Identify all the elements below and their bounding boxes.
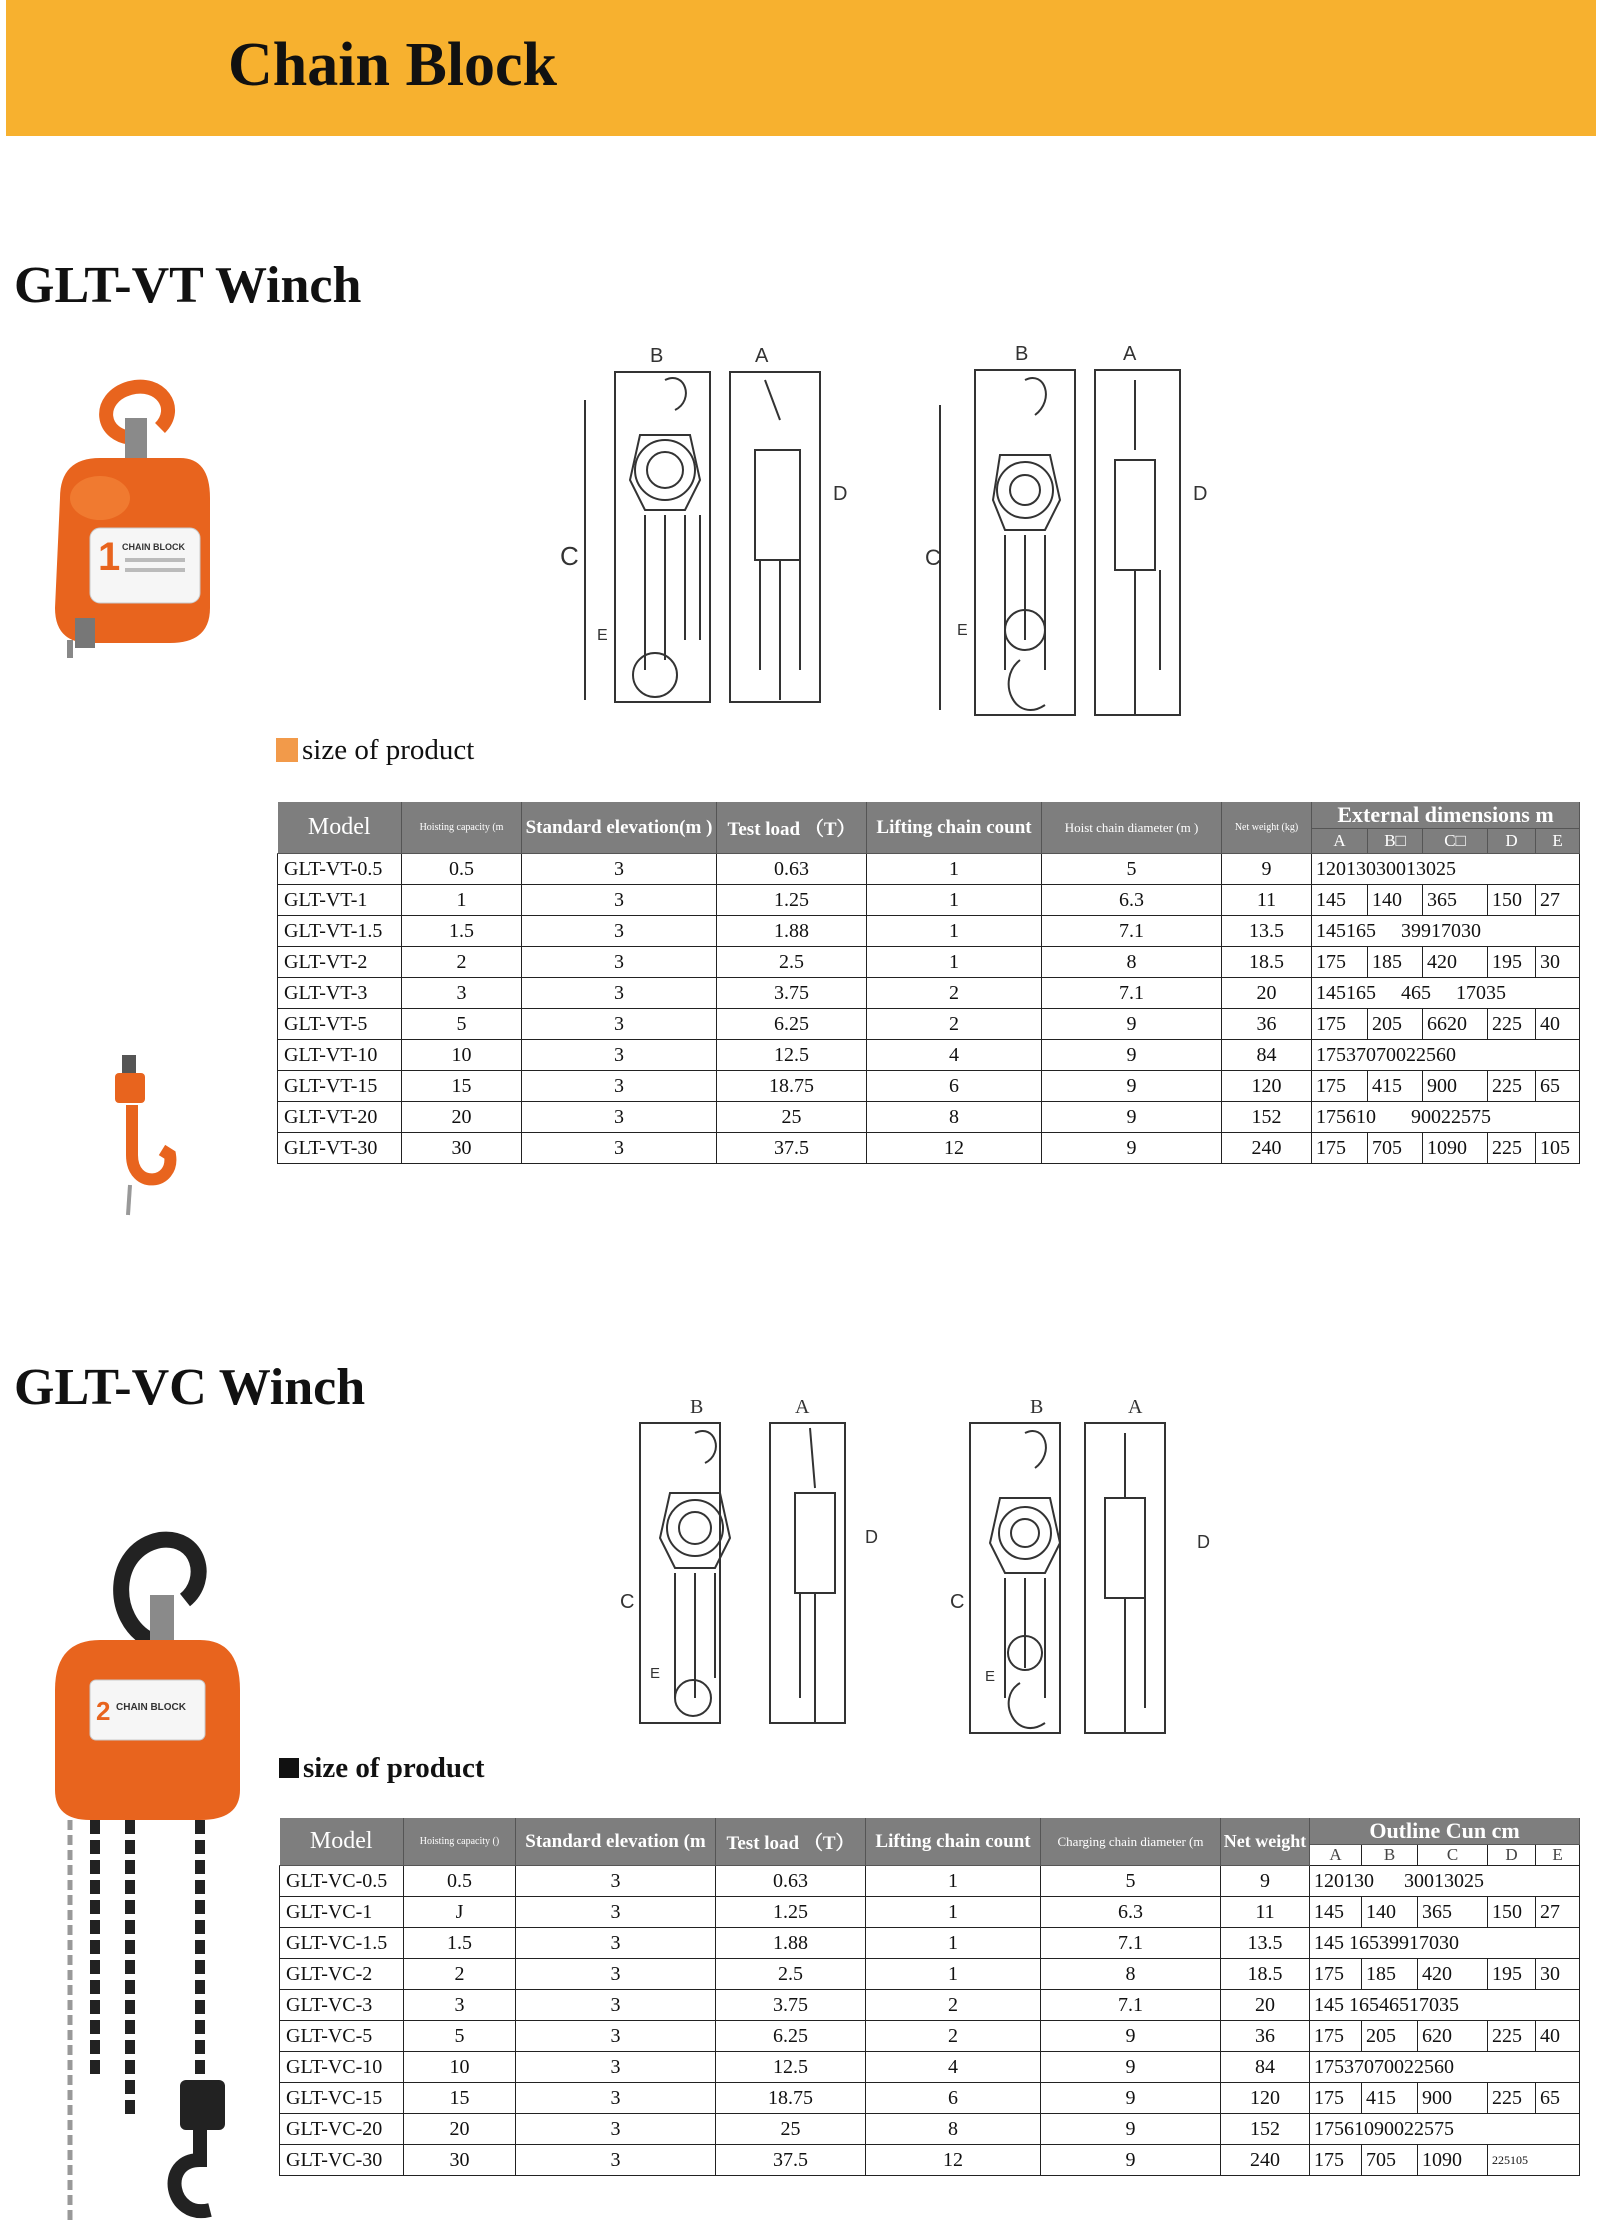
cell-chain-count: 1 (866, 1959, 1041, 1990)
vc-diagram-label-d: D (865, 1527, 878, 1547)
cell-chain-diameter: 8 (1042, 947, 1222, 978)
cell-test-load: 0.63 (717, 854, 867, 885)
cell-dim-b: 205 (1368, 1009, 1423, 1040)
cell-dim-a: 145 (1310, 1897, 1362, 1928)
table-row (280, 1928, 1580, 1959)
cell-chain-count: 8 (867, 1102, 1042, 1133)
cell-model: GLT-VC-20 (280, 2114, 404, 2145)
cell-elevation: 3 (516, 1928, 716, 1959)
cell-elevation: 3 (516, 2052, 716, 2083)
vt-diagram-label-a: A (755, 345, 769, 367)
cell-dim-c: 420 (1418, 1959, 1488, 1990)
vc-photo-caption: CHAIN BLOCK (116, 1702, 186, 1713)
vt-header-capacity: Hoisting capacity (m (402, 802, 522, 854)
vt-header-model: Model (278, 802, 402, 854)
cell-elevation: 3 (522, 1071, 717, 1102)
vc-header-d: D (1488, 1845, 1536, 1866)
cell-test-load: 25 (716, 2114, 866, 2145)
cell-net-weight: 11 (1222, 885, 1312, 916)
vc-size-label-text: size of product (303, 1752, 485, 1784)
cell-net-weight: 9 (1221, 1866, 1310, 1897)
cell-net-weight: 36 (1222, 1009, 1312, 1040)
cell-elevation: 3 (516, 2083, 716, 2114)
cell-net-weight: 84 (1221, 2052, 1310, 2083)
cell-net-weight: 18.5 (1222, 947, 1312, 978)
vt-size-marker-icon (276, 738, 298, 762)
cell-model: GLT-VT-0.5 (278, 854, 402, 885)
vc-diagram-label-e: E (650, 1665, 661, 1682)
vt-diagram2-label-b: B (1015, 343, 1029, 365)
vt-diagram-label-e: E (597, 627, 608, 644)
table-row (280, 1897, 1580, 1928)
cell-chain-count: 2 (866, 2021, 1041, 2052)
cell-chain-diameter: 7.1 (1041, 1990, 1221, 2021)
cell-capacity: J (404, 1897, 516, 1928)
cell-elevation: 3 (516, 2145, 716, 2176)
table-row (280, 1959, 1580, 1990)
cell-external-dimensions: 17561090022575 (1310, 2114, 1580, 2145)
cell-capacity: 10 (404, 2052, 516, 2083)
cell-test-load: 1.25 (717, 885, 867, 916)
cell-external-dimensions: 120130 30013025 (1310, 1866, 1580, 1897)
vt-table-body (278, 854, 1580, 1164)
cell-chain-count: 1 (867, 885, 1042, 916)
table-row (278, 1071, 1580, 1102)
cell-chain-diameter: 9 (1041, 2052, 1221, 2083)
vt-diagram2-label-a: A (1123, 343, 1137, 365)
vt-hook-photo (100, 1055, 180, 1215)
cell-model: GLT-VC-30 (280, 2145, 404, 2176)
vc-header-a: A (1310, 1845, 1362, 1866)
cell-dim-c: 365 (1423, 885, 1488, 916)
vt-dimension-diagram-front (560, 340, 915, 725)
vc-header-model: Model (280, 1818, 404, 1866)
vt-header-elevation: Standard elevation(m ) (522, 802, 717, 854)
vt-size-label-text: size of product (302, 734, 475, 766)
vc-diagram2-label-d: D (1197, 1532, 1210, 1552)
cell-dim-d: 225 (1488, 2083, 1536, 2114)
cell-chain-count: 1 (866, 1928, 1041, 1959)
cell-test-load: 37.5 (717, 1133, 867, 1164)
cell-elevation: 3 (522, 1133, 717, 1164)
cell-dim-c: 900 (1418, 2083, 1488, 2114)
cell-dim-a: 175 (1310, 2083, 1362, 2114)
cell-chain-diameter: 9 (1042, 1071, 1222, 1102)
vc-diagram2-label-e: E (985, 1668, 996, 1685)
vc-section-title: GLT-VC Winch (14, 1359, 366, 1416)
vc-diagram2-label-c: C (950, 1591, 965, 1613)
cell-test-load: 6.25 (717, 1009, 867, 1040)
vc-header-b: B (1362, 1845, 1418, 1866)
vc-table-body (280, 1866, 1580, 2176)
cell-chain-diameter: 9 (1041, 2145, 1221, 2176)
cell-chain-diameter: 5 (1041, 1866, 1221, 1897)
table-row (280, 2083, 1580, 2114)
cell-chain-diameter: 8 (1041, 1959, 1221, 1990)
vt-photo-caption: CHAIN BLOCK (122, 542, 185, 552)
cell-chain-diameter: 9 (1042, 1040, 1222, 1071)
cell-dim-d: 225 (1488, 1071, 1536, 1102)
vt-photo-number: 1 (98, 535, 121, 579)
cell-chain-count: 1 (867, 854, 1042, 885)
cell-net-weight: 18.5 (1221, 1959, 1310, 1990)
cell-dim-a: 175 (1312, 1071, 1368, 1102)
cell-test-load: 18.75 (716, 2083, 866, 2114)
cell-net-weight: 120 (1222, 1071, 1312, 1102)
vc-header-capacity: Hoisting capacity () (404, 1818, 516, 1866)
cell-net-weight: 152 (1221, 2114, 1310, 2145)
cell-chain-count: 1 (867, 916, 1042, 947)
vc-header-external: Outline Cun cm (1310, 1818, 1580, 1845)
cell-capacity: 3 (402, 978, 522, 1009)
cell-elevation: 3 (522, 1040, 717, 1071)
cell-dim-e: 65 (1536, 1071, 1580, 1102)
cell-capacity: 5 (404, 2021, 516, 2052)
vc-diagram2-label-b: B (1030, 1396, 1044, 1418)
cell-dim-c: 6620 (1423, 1009, 1488, 1040)
cell-test-load: 12.5 (717, 1040, 867, 1071)
cell-model: GLT-VC-1.5 (280, 1928, 404, 1959)
cell-capacity: 1.5 (402, 916, 522, 947)
vc-diagram-label-c: C (620, 1591, 635, 1613)
cell-net-weight: 20 (1221, 1990, 1310, 2021)
cell-chain-diameter: 6.3 (1042, 885, 1222, 916)
cell-dim-b: 185 (1362, 1959, 1418, 1990)
cell-model: GLT-VC-0.5 (280, 1866, 404, 1897)
cell-capacity: 3 (404, 1990, 516, 2021)
cell-chain-count: 8 (866, 2114, 1041, 2145)
cell-test-load: 1.88 (717, 916, 867, 947)
cell-test-load: 0.63 (716, 1866, 866, 1897)
cell-dim-a: 175 (1312, 947, 1368, 978)
cell-elevation: 3 (522, 1102, 717, 1133)
cell-dim-b: 205 (1362, 2021, 1418, 2052)
table-row (278, 1133, 1580, 1164)
cell-chain-diameter: 9 (1041, 2021, 1221, 2052)
cell-dim-b: 140 (1368, 885, 1423, 916)
cell-net-weight: 13.5 (1221, 1928, 1310, 1959)
vt-size-label (276, 734, 474, 767)
cell-net-weight: 13.5 (1222, 916, 1312, 947)
cell-chain-count: 4 (867, 1040, 1042, 1071)
cell-external-dimensions: 145165 465 17035 (1312, 978, 1580, 1009)
cell-elevation: 3 (516, 1959, 716, 1990)
cell-capacity: 15 (402, 1071, 522, 1102)
cell-model: GLT-VT-15 (278, 1071, 402, 1102)
cell-elevation: 3 (516, 2114, 716, 2145)
cell-model: GLT-VT-2 (278, 947, 402, 978)
table-row (280, 2145, 1580, 2176)
cell-chain-diameter: 6.3 (1041, 1897, 1221, 1928)
cell-capacity: 0.5 (404, 1866, 516, 1897)
cell-model: GLT-VT-30 (278, 1133, 402, 1164)
table-row (278, 1009, 1580, 1040)
vc-header-net-weight: Net weight (1221, 1818, 1310, 1866)
cell-model: GLT-VC-5 (280, 2021, 404, 2052)
cell-chain-diameter: 7.1 (1042, 978, 1222, 1009)
cell-chain-diameter: 9 (1041, 2083, 1221, 2114)
cell-capacity: 1.5 (404, 1928, 516, 1959)
vt-header-chain-count: Lifting chain count (867, 802, 1042, 854)
cell-net-weight: 120 (1221, 2083, 1310, 2114)
cell-chain-count: 6 (867, 1071, 1042, 1102)
cell-model: GLT-VT-3 (278, 978, 402, 1009)
cell-dim-c: 900 (1423, 1071, 1488, 1102)
cell-dim-a: 175 (1310, 1959, 1362, 1990)
vt-diagram2-label-d: D (1193, 483, 1208, 505)
table-row (280, 2114, 1580, 2145)
cell-dim-e: 40 (1536, 2021, 1580, 2052)
vc-header-test-load: Test load （T） (716, 1818, 866, 1866)
cell-elevation: 3 (516, 1897, 716, 1928)
cell-model: GLT-VC-2 (280, 1959, 404, 1990)
cell-model: GLT-VT-10 (278, 1040, 402, 1071)
vc-size-marker-icon (279, 1758, 299, 1778)
cell-chain-diameter: 9 (1042, 1133, 1222, 1164)
cell-net-weight: 20 (1222, 978, 1312, 1009)
cell-capacity: 5 (402, 1009, 522, 1040)
cell-external-dimensions: 145165 39917030 (1312, 916, 1580, 947)
cell-external-dimensions: 145 16546517035 (1310, 1990, 1580, 2021)
cell-dim-a: 175 (1312, 1133, 1368, 1164)
cell-dim-d: 225 (1488, 1133, 1536, 1164)
cell-dim-b: 705 (1362, 2145, 1418, 2176)
vc-dimension-diagram-front (615, 1398, 915, 1738)
table-row (278, 978, 1580, 1009)
table-row (280, 2021, 1580, 2052)
cell-net-weight: 11 (1221, 1897, 1310, 1928)
vt-header-a: A (1312, 829, 1368, 854)
vt-diagram-label-d: D (833, 483, 848, 505)
vt-header-e: E (1536, 829, 1580, 854)
vt-section-title: GLT-VT Winch (14, 257, 362, 314)
cell-dim-b: 415 (1368, 1071, 1423, 1102)
cell-test-load: 25 (717, 1102, 867, 1133)
cell-model: GLT-VT-5 (278, 1009, 402, 1040)
cell-model: GLT-VT-1.5 (278, 916, 402, 947)
vc-size-label (279, 1752, 485, 1785)
vt-header-chain-diameter: Hoist chain diameter (m ) (1042, 802, 1222, 854)
cell-net-weight: 9 (1222, 854, 1312, 885)
table-row (278, 885, 1580, 916)
cell-chain-diameter: 7.1 (1041, 1928, 1221, 1959)
vc-spec-table (279, 1818, 1580, 2176)
vt-spec-table (277, 802, 1580, 1164)
table-row (278, 947, 1580, 978)
cell-dim-e: 27 (1536, 885, 1580, 916)
cell-dim-d: 225105 (1488, 2145, 1580, 2176)
cell-net-weight: 240 (1222, 1133, 1312, 1164)
cell-dim-c: 1090 (1418, 2145, 1488, 2176)
cell-net-weight: 152 (1222, 1102, 1312, 1133)
cell-dim-c: 1090 (1423, 1133, 1488, 1164)
cell-external-dimensions: 145 16539917030 (1310, 1928, 1580, 1959)
cell-capacity: 2 (402, 947, 522, 978)
cell-capacity: 1 (402, 885, 522, 916)
vc-header-chain-diameter: Charging chain diameter (m (1041, 1818, 1221, 1866)
table-row (278, 1040, 1580, 1071)
vt-header-external: External dimensions m (1312, 802, 1580, 829)
cell-dim-c: 420 (1423, 947, 1488, 978)
cell-dim-b: 185 (1368, 947, 1423, 978)
cell-capacity: 15 (404, 2083, 516, 2114)
cell-chain-count: 2 (867, 978, 1042, 1009)
cell-model: GLT-VC-15 (280, 2083, 404, 2114)
cell-dim-e: 40 (1536, 1009, 1580, 1040)
cell-test-load: 1.88 (716, 1928, 866, 1959)
cell-model: GLT-VC-10 (280, 2052, 404, 2083)
cell-dim-d: 225 (1488, 1009, 1536, 1040)
cell-chain-diameter: 7.1 (1042, 916, 1222, 947)
cell-dim-b: 140 (1362, 1897, 1418, 1928)
cell-dim-e: 105 (1536, 1133, 1580, 1164)
cell-chain-count: 6 (866, 2083, 1041, 2114)
cell-elevation: 3 (522, 854, 717, 885)
cell-test-load: 18.75 (717, 1071, 867, 1102)
cell-test-load: 3.75 (716, 1990, 866, 2021)
vt-diagram2-label-e: E (957, 622, 968, 639)
page-title: Chain Block (228, 31, 558, 99)
vc-diagram2-label-a: A (1128, 1396, 1143, 1418)
cell-external-dimensions: 17537070022560 (1312, 1040, 1580, 1071)
vt-diagram-label-c: C (560, 541, 579, 571)
vc-product-photo (50, 1520, 250, 2220)
cell-capacity: 30 (402, 1133, 522, 1164)
cell-dim-a: 175 (1310, 2145, 1362, 2176)
cell-dim-e: 30 (1536, 947, 1580, 978)
cell-dim-c: 365 (1418, 1897, 1488, 1928)
cell-chain-count: 1 (867, 947, 1042, 978)
cell-dim-b: 415 (1362, 2083, 1418, 2114)
vt-dimension-diagram-rear (925, 340, 1215, 730)
vt-header-net-weight: Net weight (kg) (1222, 802, 1312, 854)
cell-dim-d: 195 (1488, 947, 1536, 978)
cell-elevation: 3 (516, 1990, 716, 2021)
vt-diagram-label-b: B (650, 345, 664, 367)
cell-test-load: 2.5 (717, 947, 867, 978)
vt-header-b: B□ (1368, 829, 1423, 854)
vc-header-elevation: Standard elevation (m (516, 1818, 716, 1866)
cell-capacity: 30 (404, 2145, 516, 2176)
cell-dim-b: 705 (1368, 1133, 1423, 1164)
vt-diagram2-label-c: C (925, 545, 941, 570)
cell-chain-count: 12 (867, 1133, 1042, 1164)
vt-header-test-load: Test load （T） (717, 802, 867, 854)
cell-chain-diameter: 5 (1042, 854, 1222, 885)
cell-dim-e: 65 (1536, 2083, 1580, 2114)
cell-external-dimensions: 17537070022560 (1310, 2052, 1580, 2083)
cell-chain-diameter: 9 (1042, 1009, 1222, 1040)
cell-external-dimensions: 12013030013025 (1312, 854, 1580, 885)
cell-test-load: 37.5 (716, 2145, 866, 2176)
cell-net-weight: 36 (1221, 2021, 1310, 2052)
cell-chain-count: 1 (866, 1897, 1041, 1928)
cell-model: GLT-VC-1 (280, 1897, 404, 1928)
cell-chain-count: 2 (867, 1009, 1042, 1040)
cell-net-weight: 84 (1222, 1040, 1312, 1071)
cell-test-load: 12.5 (716, 2052, 866, 2083)
cell-capacity: 10 (402, 1040, 522, 1071)
cell-dim-d: 225 (1488, 2021, 1536, 2052)
table-row (280, 1866, 1580, 1897)
cell-dim-a: 175 (1310, 2021, 1362, 2052)
cell-capacity: 20 (402, 1102, 522, 1133)
vc-header-e: E (1536, 1845, 1580, 1866)
table-row (280, 2052, 1580, 2083)
cell-dim-e: 27 (1536, 1897, 1580, 1928)
cell-dim-d: 195 (1488, 1959, 1536, 1990)
table-row (278, 916, 1580, 947)
cell-capacity: 2 (404, 1959, 516, 1990)
cell-chain-count: 12 (866, 2145, 1041, 2176)
cell-test-load: 1.25 (716, 1897, 866, 1928)
cell-capacity: 20 (404, 2114, 516, 2145)
vc-diagram-label-b: B (690, 1396, 704, 1418)
cell-chain-count: 2 (866, 1990, 1041, 2021)
cell-elevation: 3 (522, 1009, 717, 1040)
cell-chain-diameter: 9 (1042, 1102, 1222, 1133)
cell-dim-c: 620 (1418, 2021, 1488, 2052)
cell-model: GLT-VT-1 (278, 885, 402, 916)
vc-header-chain-count: Lifting chain count (866, 1818, 1041, 1866)
cell-elevation: 3 (522, 978, 717, 1009)
cell-elevation: 3 (522, 916, 717, 947)
table-row (278, 854, 1580, 885)
vt-product-photo (40, 378, 220, 658)
cell-chain-diameter: 9 (1041, 2114, 1221, 2145)
vc-photo-number: 2 (96, 1696, 111, 1726)
cell-model: GLT-VT-20 (278, 1102, 402, 1133)
cell-elevation: 3 (516, 1866, 716, 1897)
table-row (278, 1102, 1580, 1133)
cell-test-load: 6.25 (716, 2021, 866, 2052)
cell-external-dimensions: 175610 90022575 (1312, 1102, 1580, 1133)
cell-test-load: 2.5 (716, 1959, 866, 1990)
cell-dim-d: 150 (1488, 885, 1536, 916)
cell-dim-a: 145 (1312, 885, 1368, 916)
table-row (280, 1990, 1580, 2021)
cell-test-load: 3.75 (717, 978, 867, 1009)
cell-net-weight: 240 (1221, 2145, 1310, 2176)
cell-model: GLT-VC-3 (280, 1990, 404, 2021)
cell-capacity: 0.5 (402, 854, 522, 885)
vc-diagram-label-a: A (795, 1396, 810, 1418)
cell-dim-e: 30 (1536, 1959, 1580, 1990)
vc-header-c: C (1418, 1845, 1488, 1866)
cell-dim-d: 150 (1488, 1897, 1536, 1928)
cell-dim-a: 175 (1312, 1009, 1368, 1040)
cell-chain-count: 1 (866, 1866, 1041, 1897)
vt-header-d: D (1488, 829, 1536, 854)
vc-dimension-diagram-rear (945, 1398, 1235, 1748)
cell-chain-count: 4 (866, 2052, 1041, 2083)
cell-elevation: 3 (522, 885, 717, 916)
cell-elevation: 3 (522, 947, 717, 978)
cell-elevation: 3 (516, 2021, 716, 2052)
vt-header-c: C□ (1423, 829, 1488, 854)
